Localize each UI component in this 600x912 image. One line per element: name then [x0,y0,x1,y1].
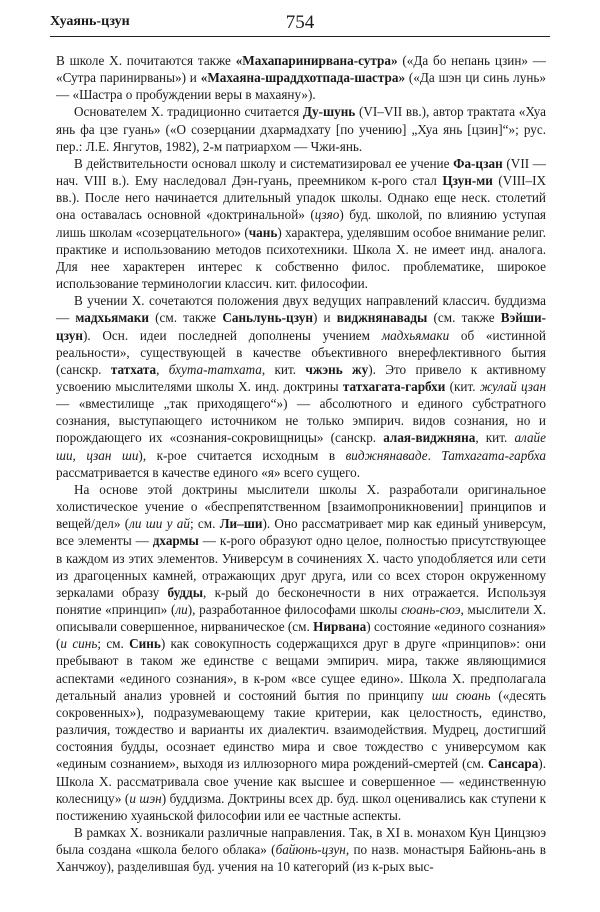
paragraph-6 [56,824,546,875]
paragraph-4 [56,292,546,481]
text-run: ) состояние «единого сознания» ( [56,619,546,652]
term-bold: татхата [110,361,157,377]
text-run: , по назв. монастыря Байюнь-ань в Ханчжоу), разделившая буд. учения на 10 категорий (из к-рых выс- [56,842,546,875]
term-italic: алайе ши, цзан ши [56,430,546,463]
text-run: В действительности основал школу и систематизировал ее учение [74,155,454,171]
text-run: В школе Х. почитаются также [56,53,236,68]
term-italic: сюань-сюэ [401,602,461,617]
text-run: рассматривается в качестве единого «я» всего сущего. [56,464,361,480]
text-run: ). Осн. идеи последней дополнены учением [82,327,382,343]
text-run: об «истинной реальности», существующей в качестве объективного внерефлективного бытия (санскр. [56,327,546,377]
term-bold: татхагата-гарбхи [342,378,446,394]
paragraph-3 [56,155,546,292]
page-number: 754 [285,12,315,33]
term-bold: будды [167,584,203,600]
text-run: , [156,361,169,377]
text-run: ). Оно рассматривает мир как единый универсум, все элементы — [56,516,546,549]
term-italic: ли [175,602,188,617]
term-italic: Татхагата-гарбха [441,447,546,463]
text-run: , кит. [261,361,306,377]
text-run: ) буд. школой, по влиянию уступая лишь школам «созерцательного» ( [56,207,546,240]
term-bold: мадхьямаки [75,310,149,326]
paragraph-1 [56,52,546,103]
text-run: ; см. [189,516,220,532]
term-bold: Синь [129,636,161,652]
text-run: ) и [312,310,337,326]
text-run: — к-рого образуют одно целое, полностью присутствующее в каждом из этих элементов. Универсум в сочинениях Х. часто уподобляется или сети из драгоценных камней, отражающих друг друга, или со всех сторон окруженному зеркалами образу [56,533,546,600]
term-bold: «Махапаринирвана-сутра» [235,53,398,68]
term-bold: Саньлунь-цзун [222,310,313,326]
term-italic: жулай цзан [479,378,546,394]
text-run: В рамках Х. возникали различные направления. Так, в XI в. монахом Кун Цинцзюэ была создана «школа белого облака» ( [56,825,546,858]
term-bold: Ли–ши [219,516,263,532]
term-bold: Сансара [488,756,539,772]
text-run: («десять сокровенных»), подразумевающему такие критерии, как целостность, единство, различия, тождество и варианты их диалектич. взаимодействия. Мудрец, достигший состояния будды, осознает единство мира и свое тождество с универсумом как «единым сознанием», выходя из иллюзорного мира рождений-смертей (см. [56,687,546,772]
text-run: (VII — нач. VIII в.). Ему наследовал Дэн-гуань, преемником к-рого стал [56,155,546,189]
term-italic: мадхьямаки [381,327,450,343]
text-run: , кит. [475,430,515,446]
term-italic: бхута-татхата [168,361,262,377]
term-bold: Фа-цзан [453,155,503,171]
term-bold: Цзун-ми [442,173,493,189]
text-run: ), разработанное философами школы [187,602,402,617]
term-italic: ши сюань [431,687,491,703]
term-italic: цзяо [314,207,340,223]
running-head: Хуаянь-цзун [50,14,130,29]
paragraph-2 [56,103,546,154]
text-run: (VIII–IX вв.). После него начинается длительный упадок школы. Однако еще неск. столетий она оставалась основной «доктринальной» ( [56,173,546,223]
term-italic: и шэн [129,790,162,806]
text-run: («Да шэн ци синь лунь» — «Шастра о пробуждении веры в махаяну»). [56,70,546,103]
text-run: , мыслители Х. описывали совершенное, нирваническое (см. [56,602,547,635]
text-run: . [427,447,442,463]
term-italic: и синь [60,636,98,652]
text-run: («Да бо непань цзин» — «Сутра паринирваны») и [56,53,546,86]
text-run: Основателем Х. традиционно считается [74,104,303,120]
text-run: На основе этой доктрины мыслители школы Х. разработали оригинальное холистическое учение о «беспрепятственном [взаимопроникновении] принципов и вещей/дел» ( [56,481,546,532]
text-run: (см. также [148,310,223,326]
text-run: ) как совокупность содержащихся друг в друге «принципов»: они пребывают в таком же единстве с вещами эмпирич. мира, также являющимися аспектами «единого сознания», в к-ром «все сущее едино». Школа Х. предполагала детальный анализ уровней и состояний бытия по принципу [56,636,546,703]
term-bold: «Махаяна-шраддхотпада-шастра» [200,70,406,86]
term-bold: дхармы [152,533,199,549]
term-bold: Вэйши-цзун [56,310,546,343]
text-run: ), к-рое считается исходным в [138,447,346,463]
text-run: ) буддизма. Доктрины всех др. буд. школ оценивались как ступени к постижению хуаяньской философии или ее частные аспекты. [56,790,546,823]
term-italic: байюнь-цзун [275,842,346,858]
term-bold: виджнянавады [336,310,428,326]
text-run: , к-рый до бесконечности в них отражается. Используя понятие «принцип» ( [56,584,546,617]
text-run: В учении Х. сочетаются положения двух ведущих направлений классич. буддизма — [56,293,546,326]
term-bold: алая-виджняна [383,430,476,446]
text-run: (VI–VII вв.), автор трактата «Хуа янь фа цзе гуань» («О созерцании дхармадхату [по учению] „Хуа янь [цзин]“»; рус. пер.: Л.Е. Янгутов, 1982), 2-м патриархом — Чжи-янь. [56,104,546,154]
term-italic: ли ши у ай [129,516,190,532]
text-run: ; см. [97,636,130,652]
text-run: — «вместилище „так приходящего“») — абсолютного и единого субстратного сознания, выступающего источником не только эмпирич. видов сознания, но и порождающего их «сознания-сокровищницы» (санскр. [56,396,546,446]
text-run: ). Школа Х. рассматривала свое учение как высшее и совершенное — «единственную колесницу» ( [56,756,546,806]
text-run: (см. также [427,310,501,326]
paragraph-5 [56,481,546,824]
article-body [56,52,546,876]
term-bold: чжэнь жу [305,361,369,377]
text-run: ). Это привело к активному усвоению мыслителями школы Х. инд. доктрины [56,361,546,394]
term-bold: Нирвана [313,619,367,635]
text-run: ) характера, уделявшим особое внимание религ. практике и использованию методов психотехники. Школа Х. не имеет инд. аналога. Для нее характерен интерес к собственно филос. проблематике, широкое использование терминологии классич. кит. философии. [56,224,546,292]
term-italic: виджнянаваде [345,447,428,463]
text-run: (кит. [445,378,480,394]
term-bold: Ду-шунь [302,104,356,120]
page-header [50,12,550,37]
term-bold: чань [248,224,278,240]
